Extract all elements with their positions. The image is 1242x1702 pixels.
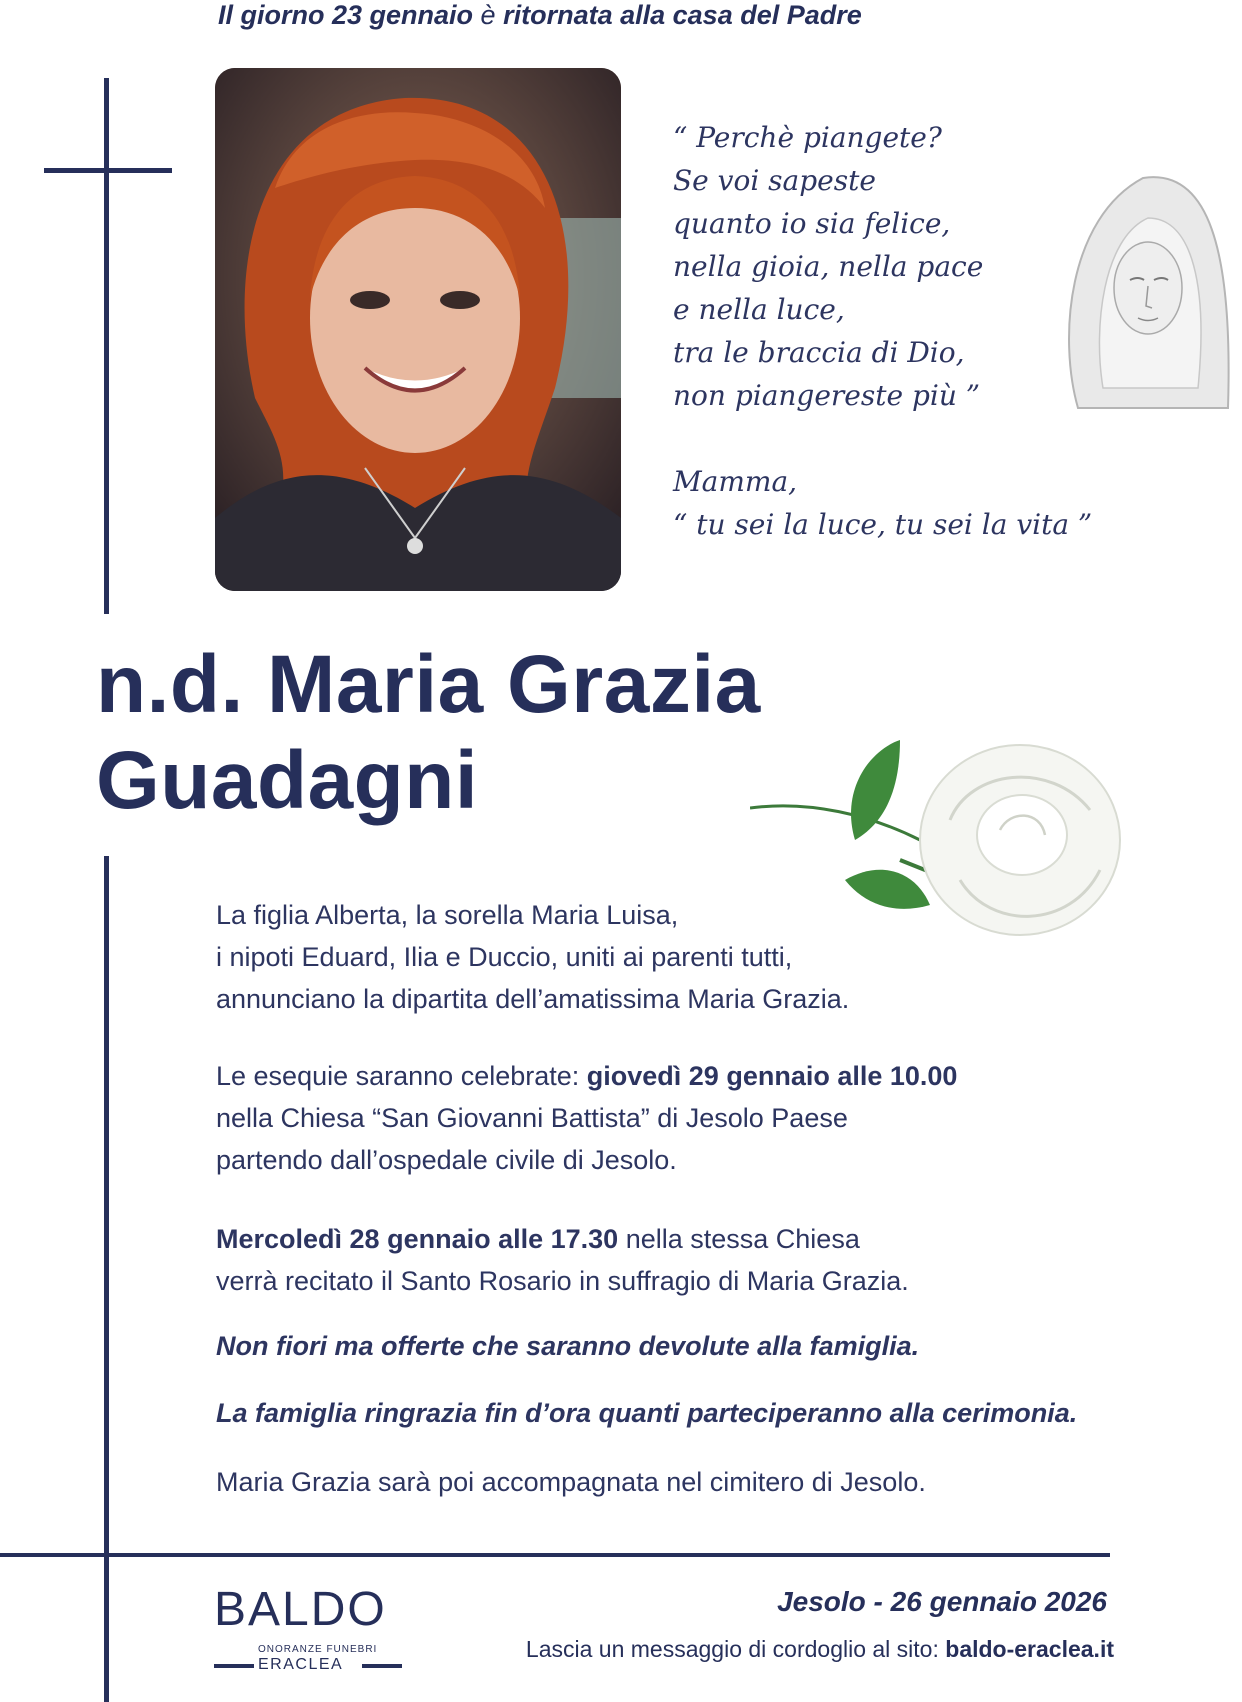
header-part3: ritornata alla casa del Padre bbox=[503, 0, 862, 30]
cross-vertical-bottom bbox=[104, 856, 109, 1702]
quote-line: non piangereste più ” bbox=[673, 379, 981, 412]
announcement-line: i nipoti Eduard, Ilia e Duccio, uniti ai parenti tutti, bbox=[216, 942, 793, 972]
portrait-illustration bbox=[215, 68, 621, 591]
deceased-name bbox=[96, 637, 761, 829]
site-text: Lascia un messaggio di cordoglio al sito: bbox=[525, 1636, 939, 1662]
rosary-date: Mercoledì 28 gennaio alle 17.30 bbox=[216, 1224, 619, 1254]
quote-line: “ Perchè piangete? bbox=[673, 121, 942, 154]
rosary-paragraph bbox=[216, 1218, 909, 1302]
funeral-line3: partendo dall’ospedale civile di Jesolo. bbox=[216, 1145, 677, 1175]
deceased-name-line2: Guadagni bbox=[96, 735, 479, 826]
announcement-paragraph bbox=[216, 894, 849, 1020]
rosary-rest: nella stessa Chiesa bbox=[625, 1224, 860, 1254]
portrait-photo bbox=[215, 68, 621, 591]
deceased-name-line1: n.d. Maria Grazia bbox=[96, 639, 761, 730]
madonna-sketch bbox=[1048, 158, 1238, 416]
announcement-line: La figlia Alberta, la sorella Maria Luisa, bbox=[216, 900, 679, 930]
funeral-intro: Le esequie saranno celebrate: bbox=[216, 1061, 580, 1091]
quote-line: tra le braccia di Dio, bbox=[673, 336, 965, 369]
funeral-line2: nella Chiesa “San Giovanni Battista” di Jesolo Paese bbox=[216, 1103, 848, 1133]
funeral-paragraph bbox=[216, 1055, 957, 1181]
rosary-line2: verrà recitato il Santo Rosario in suffragio di Maria Grazia. bbox=[216, 1266, 909, 1296]
logo-bar-right bbox=[362, 1664, 402, 1668]
logo-main: BALDO bbox=[214, 1583, 387, 1636]
announcement-line: annunciano la dipartita dell’amatissima Maria Grazia. bbox=[216, 984, 850, 1014]
quote-line: Se voi sapeste bbox=[673, 164, 876, 197]
logo-city: ERACLEA bbox=[258, 1656, 344, 1673]
funeral-line1 bbox=[216, 1055, 957, 1097]
header-part1: Il giorno 23 gennaio bbox=[218, 0, 474, 30]
burial-note: Maria Grazia sarà poi accompagnata nel cimitero di Jesolo. bbox=[216, 1467, 926, 1497]
quote-line: nella gioia, nella pace bbox=[673, 250, 984, 283]
quote-line: quanto io sia felice, bbox=[673, 207, 951, 240]
logo-sub: ONORANZE FUNEBRI bbox=[258, 1644, 378, 1655]
place-date: Jesolo - 26 gennaio 2026 bbox=[777, 1586, 1107, 1617]
quote-closing-line: Mamma, bbox=[673, 465, 798, 498]
quote-closing-line: “ tu sei la luce, tu sei la vita ” bbox=[673, 508, 1093, 541]
cross-horizontal bbox=[44, 168, 172, 173]
rosary-line1 bbox=[216, 1218, 909, 1260]
no-flowers-note: Non fiori ma offerte che saranno devolute alla famiglia. bbox=[216, 1331, 920, 1361]
header-line bbox=[218, 0, 862, 31]
cross-vertical-top bbox=[104, 78, 109, 614]
thanks-note: La famiglia ringrazia fin d’ora quanti parteciperanno alla cerimonia. bbox=[216, 1398, 1078, 1428]
header-part2: è bbox=[480, 0, 496, 30]
condolence-site bbox=[526, 1636, 1114, 1663]
logo-bar-left bbox=[214, 1664, 254, 1668]
baldo-logo bbox=[214, 1582, 414, 1672]
funeral-date: giovedì 29 gennaio alle 10.00 bbox=[586, 1061, 958, 1091]
site-url[interactable]: baldo-eraclea.it bbox=[945, 1636, 1114, 1662]
quote-line: e nella luce, bbox=[673, 293, 845, 326]
footer-divider bbox=[0, 1553, 1110, 1557]
